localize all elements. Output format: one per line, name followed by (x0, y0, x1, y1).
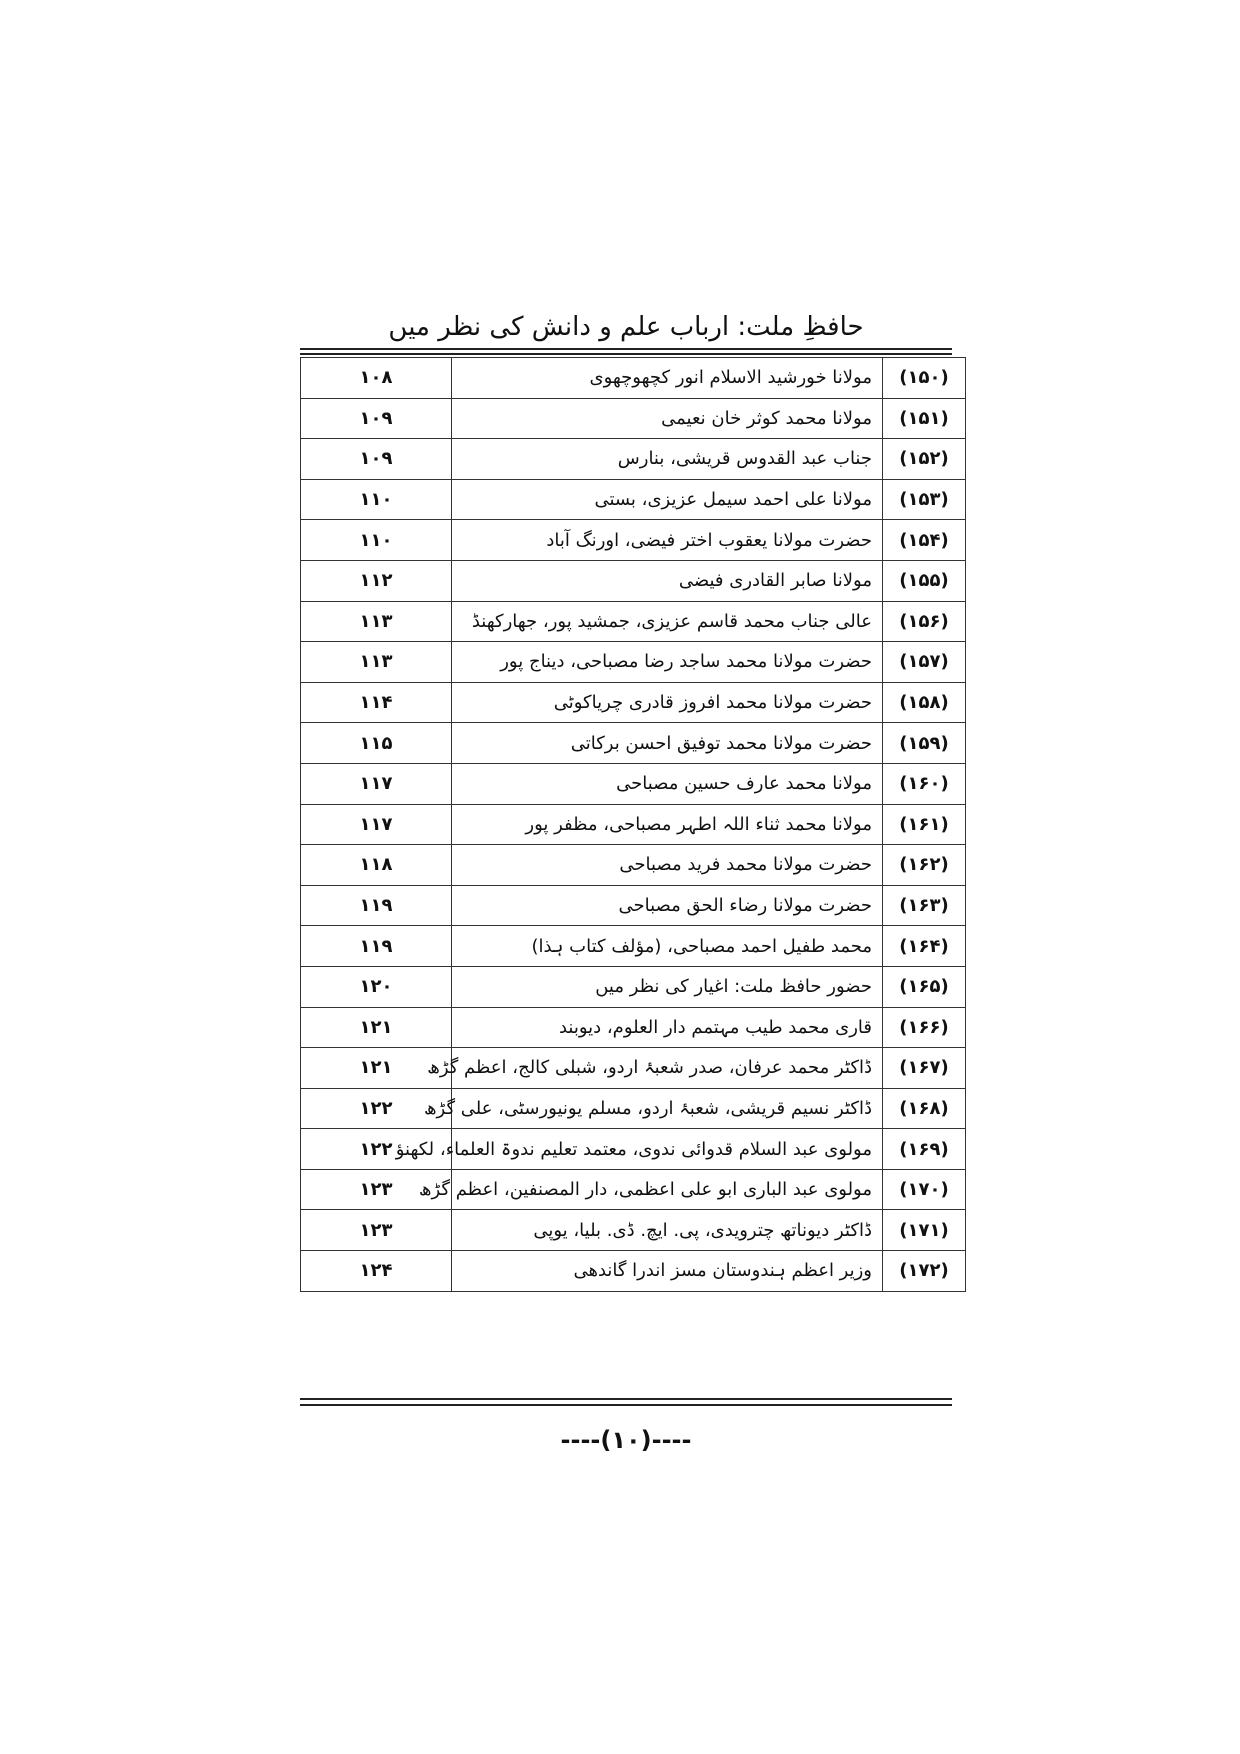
entry-page: ۱۲۱ (301, 1007, 452, 1048)
entry-number: (۱۵۱) (883, 398, 966, 439)
entry-page: ۱۱۴ (301, 682, 452, 723)
table-row (301, 1088, 966, 1129)
entry-title: حضرت مولانا محمد توفیق احسن برکاتی (452, 723, 883, 764)
entry-number: (۱۵۴) (883, 520, 966, 561)
entry-title: مولانا محمد ثناء اللہ اطہر مصباحی، مظفر پور (452, 804, 883, 845)
entry-page: ۱۲۱ (301, 1048, 452, 1089)
entry-number: (۱۵۹) (883, 723, 966, 764)
entry-title: جناب عبد القدوس قریشی، بنارس (452, 439, 883, 480)
entry-title: حضرت مولانا محمد فرید مصباحی (452, 845, 883, 886)
header-rule-inner (300, 353, 952, 355)
table-row (301, 763, 966, 804)
entry-number: (۱۷۲) (883, 1251, 966, 1292)
entry-number: (۱۶۰) (883, 763, 966, 804)
table-row (301, 601, 966, 642)
entry-number: (۱۶۶) (883, 1007, 966, 1048)
table-row (301, 926, 966, 967)
table-row (301, 1251, 966, 1292)
entry-title: ڈاکٹر نسیم قریشی، شعبۂ اردو، مسلم یونیورسٹی، علی گڑھ (452, 1088, 883, 1129)
entry-title: عالی جناب محمد قاسم عزیزی، جمشید پور، جھارکھنڈ (452, 601, 883, 642)
entry-page: ۱۱۷ (301, 804, 452, 845)
entry-page: ۱۱۵ (301, 723, 452, 764)
entry-page: ۱۱۷ (301, 763, 452, 804)
entry-number: (۱۵۲) (883, 439, 966, 480)
contents-table (300, 357, 966, 1292)
entry-page: ۱۲۲ (301, 1088, 452, 1129)
entry-page: ۱۲۲ (301, 1129, 452, 1170)
entry-number: (۱۶۸) (883, 1088, 966, 1129)
entry-title: حضرت مولانا رضاء الحق مصباحی (452, 885, 883, 926)
entry-title: حضور حافظ ملت: اغیار کی نظر میں (452, 966, 883, 1007)
entry-page: ۱۰۹ (301, 398, 452, 439)
entry-number: (۱۶۷) (883, 1048, 966, 1089)
entry-number: (۱۵۳) (883, 479, 966, 520)
entry-title: مولانا محمد عارف حسین مصباحی (452, 763, 883, 804)
entry-page: ۱۱۸ (301, 845, 452, 886)
page-header-title: حافظِ ملت: ارباب علم و دانش کی نظر میں (388, 312, 864, 342)
entry-number: (۱۶۹) (883, 1129, 966, 1170)
entry-title: ڈاکٹر محمد عرفان، صدر شعبۂ اردو، شبلی کالج، اعظم گڑھ (452, 1048, 883, 1089)
entry-number: (۱۶۲) (883, 845, 966, 886)
table-row (301, 723, 966, 764)
entry-number: (۱۵۶) (883, 601, 966, 642)
entry-title: مولوی عبد السلام قدوائی ندوی، معتمد تعلیم ندوۃ العلماء، لکھنؤ (452, 1129, 883, 1170)
entry-title: حضرت مولانا محمد افروز قادری چریاکوٹی (452, 682, 883, 723)
table-row (301, 398, 966, 439)
entry-title: مولانا علی احمد سیمل عزیزی، بستی (452, 479, 883, 520)
table-row (301, 682, 966, 723)
footer-rule (300, 1398, 952, 1400)
table-row (301, 804, 966, 845)
entry-title: مولوی عبد الباری ابو علی اعظمی، دار المصنفین، اعظم گڑھ (452, 1169, 883, 1210)
entry-number: (۱۶۵) (883, 966, 966, 1007)
entry-page: ۱۱۰ (301, 520, 452, 561)
header-rule (300, 348, 952, 350)
entry-title: مولانا خورشید الاسلام انور کچھوچھوی (452, 358, 883, 399)
entry-title: حضرت مولانا محمد ساجد رضا مصباحی، دیناج پور (452, 642, 883, 683)
table-row (301, 1048, 966, 1089)
table-row (301, 1169, 966, 1210)
table-row (301, 520, 966, 561)
entry-number: (۱۶۴) (883, 926, 966, 967)
entry-page: ۱۲۴ (301, 1251, 452, 1292)
entry-page: ۱۱۲ (301, 560, 452, 601)
table-row (301, 642, 966, 683)
table-row (301, 358, 966, 399)
entry-page: ۱۲۰ (301, 966, 452, 1007)
entry-title: قاری محمد طیب مہتمم دار العلوم، دیوبند (452, 1007, 883, 1048)
entry-page: ۱۱۰ (301, 479, 452, 520)
entry-number: (۱۵۸) (883, 682, 966, 723)
table-row (301, 439, 966, 480)
page-number: ----(۱۰)---- (560, 1426, 692, 1454)
table-row (301, 845, 966, 886)
entry-number: (۱۵۷) (883, 642, 966, 683)
entry-page: ۱۱۳ (301, 642, 452, 683)
entry-number: (۱۷۰) (883, 1169, 966, 1210)
entry-page: ۱۰۹ (301, 439, 452, 480)
table-row (301, 1210, 966, 1251)
entry-title: مولانا محمد کوثر خان نعیمی (452, 398, 883, 439)
entry-page: ۱۱۳ (301, 601, 452, 642)
entry-page: ۱۰۸ (301, 358, 452, 399)
entry-number: (۱۶۳) (883, 885, 966, 926)
entry-title: ڈاکٹر دیوناتھ چترویدی، پی. ایچ. ڈی. بلیا، یوپی (452, 1210, 883, 1251)
table-row (301, 966, 966, 1007)
entry-number: (۱۶۱) (883, 804, 966, 845)
entry-title: محمد طفیل احمد مصباحی، (مؤلف کتاب ہذا) (452, 926, 883, 967)
table-row (301, 885, 966, 926)
entry-number: (۱۵۰) (883, 358, 966, 399)
table-row (301, 479, 966, 520)
entry-page: ۱۱۹ (301, 926, 452, 967)
entry-title: وزیر اعظم ہندوستان مسز اندرا گاندھی (452, 1251, 883, 1292)
entry-title: مولانا صابر القادری فیضی (452, 560, 883, 601)
entry-number: (۱۷۱) (883, 1210, 966, 1251)
footer-rule-inner (300, 1404, 952, 1406)
entry-title: حضرت مولانا یعقوب اختر فیضی، اورنگ آباد (452, 520, 883, 561)
table-row (301, 560, 966, 601)
entry-page: ۱۲۳ (301, 1210, 452, 1251)
table-row (301, 1007, 966, 1048)
entry-page: ۱۲۳ (301, 1169, 452, 1210)
entry-page: ۱۱۹ (301, 885, 452, 926)
table-row (301, 1129, 966, 1170)
entry-number: (۱۵۵) (883, 560, 966, 601)
